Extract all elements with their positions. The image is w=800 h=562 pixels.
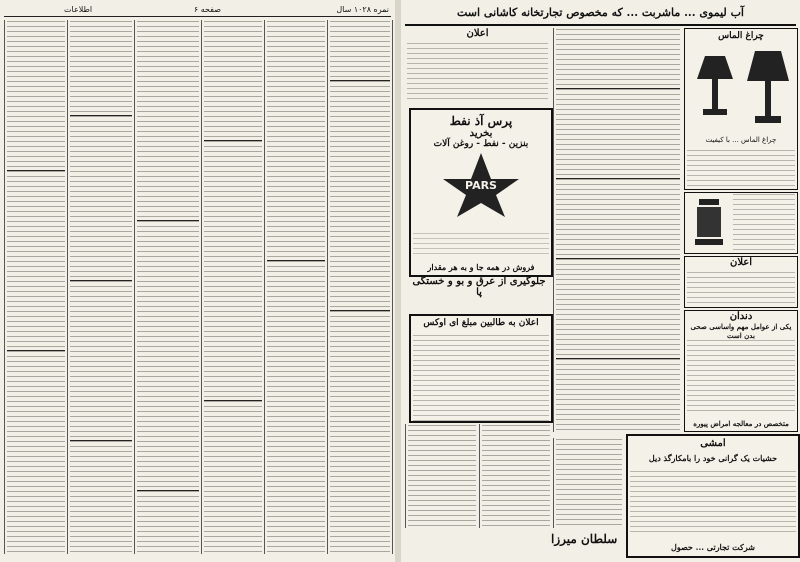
announcement-1-title: اعلان [729, 257, 753, 268]
lamp-ad-subtitle: چراغ الماس ... با کیفیت [705, 136, 777, 144]
left-column-2 [67, 20, 134, 554]
bottom-ad-line-1: حشیات یک گرانی خود را بامکارگذ دیل [648, 453, 778, 463]
page-label: صفحه ۶ [193, 5, 221, 14]
star-logo [411, 149, 551, 219]
announcement-box-2 [409, 314, 553, 423]
masthead-banner: آب لیموی ... ماشربت ... که مخصوص تجارتخانه کاشانی است [405, 2, 796, 26]
oil-ad-line-1: پرس آذ نفط [449, 114, 513, 128]
paper-name: اطلاعات [64, 5, 93, 14]
signature-text: سلطان میرزا [551, 532, 618, 546]
issue-info: نمره ۱۰۲۸ سال [336, 5, 389, 14]
dental-ad-title: دندان [729, 311, 753, 322]
pars-oil-advertisement [409, 108, 553, 277]
center-bottom-column [553, 438, 624, 528]
left-column-3 [134, 20, 201, 554]
bottom-ad-title: امشی [700, 438, 726, 449]
lamp-advertisement [684, 28, 798, 190]
oil-ad-line-3: بنزین - نفط - روغن آلات [433, 139, 529, 149]
right-newspaper-page [401, 0, 800, 562]
dental-advertisement [684, 310, 798, 432]
announcement-box-top [405, 28, 550, 103]
lamp-illustrations [685, 41, 797, 136]
oil-logo-text: PARS [465, 179, 497, 192]
lantern-icon [689, 195, 729, 250]
middle-bottom-column-left [405, 424, 478, 528]
announcement-box-1 [684, 256, 798, 308]
announcement-2-title: اعلان به طالبین مبلغ ای اوکس [423, 318, 539, 328]
bottom-ad-footer: شرکت تجارتی ... حصول [671, 542, 755, 552]
left-page-header [4, 4, 391, 17]
left-column-4 [201, 20, 264, 554]
lantern-advertisement [684, 192, 798, 254]
left-column-5 [264, 20, 327, 554]
bottom-advertisement [626, 434, 800, 558]
foot-care-ad-title: جلوگیری از عرق و بو و خستگی پا [412, 276, 546, 298]
announcement-top-title: اعلان [466, 28, 489, 39]
left-newspaper-page [0, 0, 395, 562]
middle-bottom-column-right [479, 424, 552, 528]
lamp-ad-title: چراغ الماس [718, 31, 764, 41]
left-column-1 [4, 20, 67, 554]
dental-ad-line-1: یکی از عوامل مهم واساسی صحی بدن است [690, 322, 792, 340]
left-column-6 [327, 20, 393, 554]
dental-ad-line-2: متخصص در معالجه امراض پیوره [693, 419, 789, 428]
foot-care-advertisement [409, 276, 549, 312]
oil-ad-footer: فروش در همه جا و به هر مقدار [427, 262, 535, 272]
price-table-column [553, 28, 682, 432]
oil-ad-line-2: بخرید [469, 128, 493, 139]
